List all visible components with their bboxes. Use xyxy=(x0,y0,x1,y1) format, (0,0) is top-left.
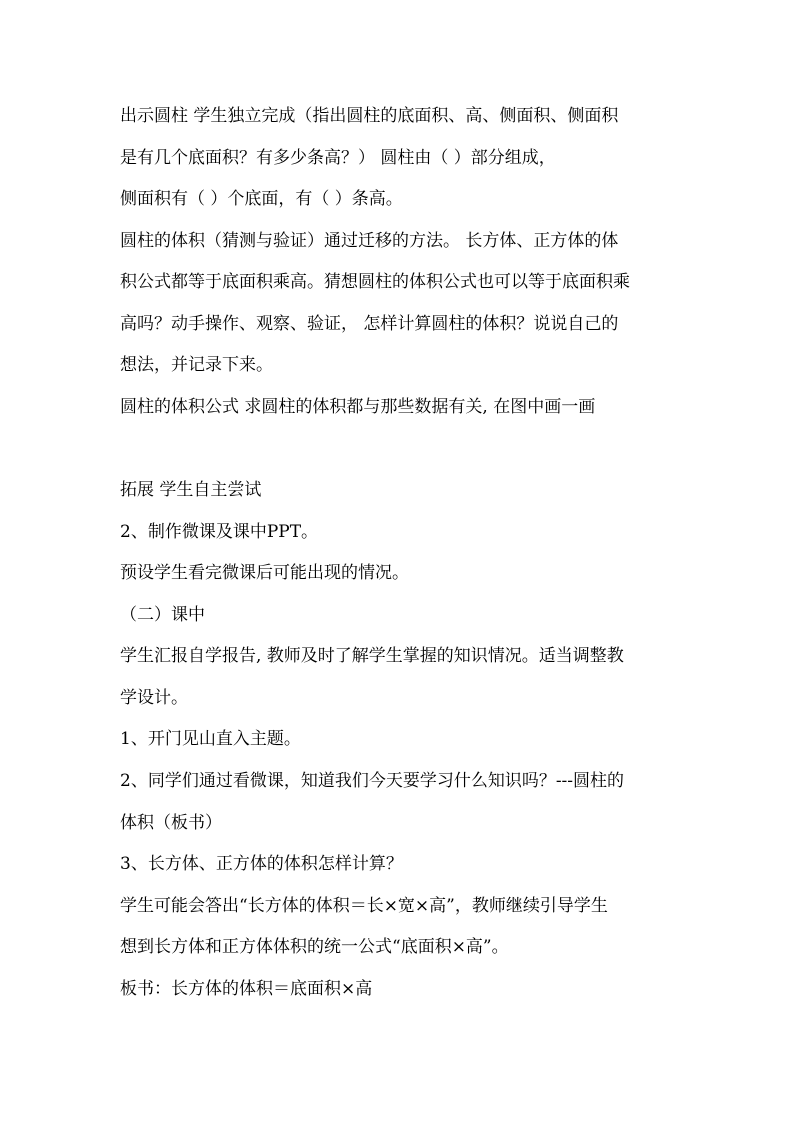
paragraph-student-answer-line-1: 学生可能会答出“长方体的体积＝长×宽×高”，教师继续引导学生 xyxy=(120,896,608,916)
paragraph-step-2-line-1: 2、同学们通过看微课，知道我们今天要学习什么知识吗？---圆柱的 xyxy=(120,771,625,791)
paragraph-step-2-line-2: 体积（板书） xyxy=(120,813,222,833)
paragraph-student-report-line-1: 学生汇报自学报告, 教师及时了解学生掌握的知识情况。适当调整教 xyxy=(120,646,624,666)
paragraph-cylinder-volume-line-4: 想法，并记录下来。 xyxy=(120,355,273,375)
paragraph-student-answer-line-2: 想到长方体和正方体体积的统一公式“底面积×高”。 xyxy=(120,937,509,957)
paragraph-extension: 拓展 学生自主尝试 xyxy=(120,480,262,500)
paragraph-cylinder-volume-line-2: 积公式都等于底面积乘高。猜想圆柱的体积公式也可以等于底面积乘 xyxy=(120,272,630,292)
paragraph-student-report-line-2: 学设计。 xyxy=(120,688,188,708)
paragraph-preset-situations: 预设学生看完微课后可能出现的情况。 xyxy=(120,563,409,583)
paragraph-step-1: 1、开门见山直入主题。 xyxy=(120,729,301,749)
paragraph-cylinder-volume-line-3: 高吗？动手操作、观察、验证， 怎样计算圆柱的体积？说说自己的 xyxy=(120,314,619,334)
paragraph-show-cylinder-line-3: 侧面积有（ ）个底面，有（ ）条高。 xyxy=(120,189,403,209)
paragraph-step-3: 3、长方体、正方体的体积怎样计算？ xyxy=(120,854,403,874)
paragraph-blackboard-formula: 板书：长方体的体积＝底面积×高 xyxy=(120,979,373,999)
section-heading-in-class: （二）课中 xyxy=(120,605,205,625)
paragraph-show-cylinder-line-1: 出示圆柱 学生独立完成（指出圆柱的底面积、高、侧面积、侧面积 xyxy=(120,106,619,126)
paragraph-make-micro-lesson: 2、制作微课及课中PPT。 xyxy=(120,522,319,542)
paragraph-show-cylinder-line-2: 是有几个底面积？有多少条高？） 圆柱由（ ）部分组成， xyxy=(120,148,556,168)
paragraph-volume-formula: 圆柱的体积公式 求圆柱的体积都与那些数据有关, 在图中画一画 xyxy=(120,397,596,417)
paragraph-cylinder-volume-line-1: 圆柱的体积（猜测与验证）通过迁移的方法。 长方体、正方体的体 xyxy=(120,231,619,251)
